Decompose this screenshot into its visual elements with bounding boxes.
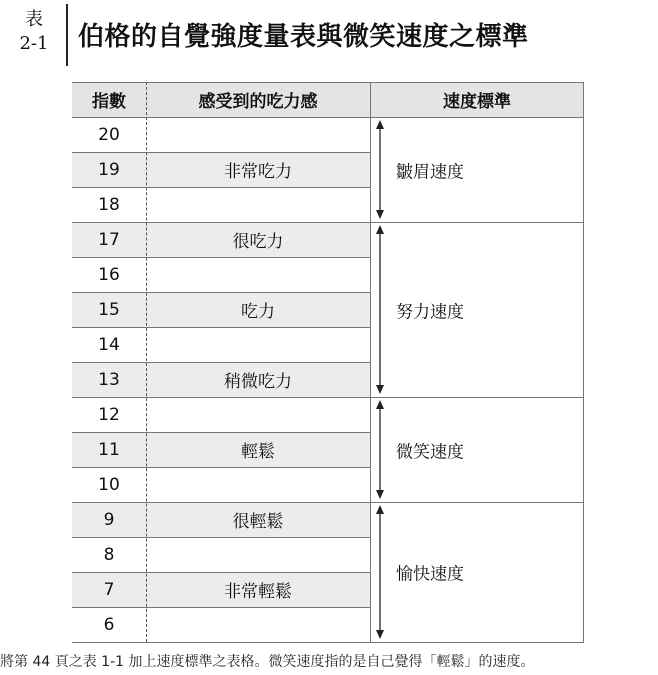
table-number (12, 8, 56, 56)
index-cell: 12 (98, 404, 120, 425)
index-cell: 9 (72, 502, 146, 537)
page-title: 伯格的自覺強度量表與微笑速度之標準 (78, 22, 529, 52)
index-cell: 11 (72, 432, 146, 467)
index-cell: 18 (98, 194, 120, 215)
feel-cell: 很輕鬆 (146, 502, 370, 537)
speed-arrows (72, 82, 584, 644)
index-cell: 19 (72, 152, 146, 187)
arrow-down-icon (376, 630, 384, 639)
feel-cell: 很吃力 (146, 222, 370, 257)
arrow-up-icon (376, 505, 384, 514)
arrow-up-icon (376, 400, 384, 409)
feel-cell: 輕鬆 (146, 432, 370, 467)
table-label-char: 表 (25, 9, 43, 30)
feel-cell: 吃力 (146, 292, 370, 327)
feel-cell: 稍微吃力 (146, 362, 370, 397)
arrow-up-icon (376, 225, 384, 234)
table-label-number: 2-1 (19, 33, 49, 54)
speed-group-border (370, 642, 584, 643)
index-cell: 17 (72, 222, 146, 257)
index-cell: 8 (103, 544, 115, 565)
index-cell: 16 (98, 264, 120, 285)
index-cell: 20 (98, 124, 120, 145)
feel-cell: 非常吃力 (146, 152, 370, 187)
header-index: 指數 (72, 82, 146, 117)
speed-group-label: 皺眉速度 (396, 162, 464, 182)
speed-group-border (370, 222, 584, 223)
index-cell: 15 (72, 292, 146, 327)
index-cell: 13 (72, 362, 146, 397)
scale-table (72, 82, 584, 642)
arrow-down-icon (376, 385, 384, 394)
index-cell: 7 (72, 572, 146, 607)
arrow-down-icon (376, 210, 384, 219)
speed-group-border (370, 502, 584, 503)
index-cell: 14 (98, 334, 120, 355)
index-cell: 10 (98, 474, 120, 495)
arrow-up-icon (376, 120, 384, 129)
arrow-down-icon (376, 490, 384, 499)
header-feel: 感受到的吃力感 (146, 82, 370, 117)
speed-group-border (370, 397, 584, 398)
index-cell: 6 (103, 614, 115, 635)
feel-cell: 非常輕鬆 (146, 572, 370, 607)
header-speed: 速度標準 (370, 82, 584, 117)
title-divider (66, 4, 68, 66)
speed-group-label: 微笑速度 (396, 442, 464, 462)
speed-group-label: 愉快速度 (396, 564, 464, 585)
footnote: 將第 44 頁之表 1-1 加上速度標準之表格。微笑速度指的是自己覺得「輕鬆」的速度。 (0, 654, 535, 670)
speed-group-label: 努力速度 (396, 302, 464, 322)
